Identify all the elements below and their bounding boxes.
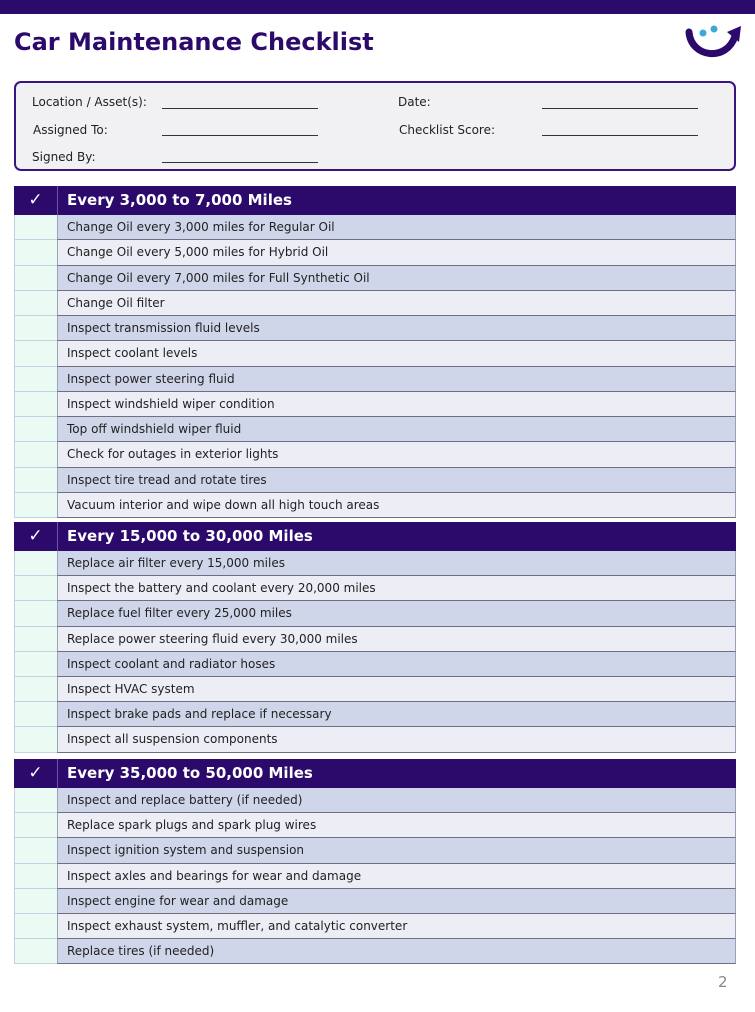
checklist-row (14, 702, 736, 727)
header-divider (57, 186, 58, 215)
checklist-row (14, 677, 736, 702)
checklist-item-text: Inspect tire tread and rotate tires (57, 468, 736, 493)
checkbox-cell[interactable] (14, 627, 57, 652)
checkbox-cell[interactable] (14, 442, 57, 467)
top-brand-bar (0, 0, 755, 14)
checklist-row (14, 727, 736, 752)
checklist-rows (14, 551, 736, 753)
checklist-item-text: Check for outages in exterior lights (57, 442, 736, 467)
checkbox-cell[interactable] (14, 493, 57, 518)
checklist-row (14, 367, 736, 392)
checklist-row (14, 442, 736, 467)
checklist-rows (14, 215, 736, 518)
checkbox-cell[interactable] (14, 291, 57, 316)
checklist-row (14, 838, 736, 863)
checklist-row (14, 551, 736, 576)
checklist-item-text: Change Oil every 3,000 miles for Regular Oil (57, 215, 736, 240)
checklist-item-text: Inspect ignition system and suspension (57, 838, 736, 863)
checkbox-cell[interactable] (14, 788, 57, 813)
checklist-item-text: Vacuum interior and wipe down all high touch areas (57, 493, 736, 518)
checkbox-cell[interactable] (14, 864, 57, 889)
checkbox-cell[interactable] (14, 417, 57, 442)
checklist-row (14, 417, 736, 442)
checklist-row (14, 914, 736, 939)
checklist-row (14, 576, 736, 601)
checklist-score-field[interactable] (542, 135, 698, 136)
location-label: Location / Asset(s): (32, 95, 147, 109)
checklist-row (14, 291, 736, 316)
checkbox-cell[interactable] (14, 652, 57, 677)
checkbox-cell[interactable] (14, 601, 57, 626)
date-label: Date: (398, 95, 431, 109)
checklist-row (14, 889, 736, 914)
checkbox-cell[interactable] (14, 392, 57, 417)
assigned-to-field[interactable] (162, 135, 318, 136)
checklist-item-text: Inspect engine for wear and damage (57, 889, 736, 914)
checklist-row (14, 601, 736, 626)
checkbox-cell[interactable] (14, 889, 57, 914)
checkmark-icon: ✓ (28, 190, 43, 210)
checklist-rows (14, 788, 736, 964)
location-field[interactable] (162, 108, 318, 109)
checkbox-cell[interactable] (14, 266, 57, 291)
checkbox-cell[interactable] (14, 727, 57, 752)
header-divider (57, 759, 58, 788)
checkbox-cell[interactable] (14, 316, 57, 341)
checklist-item-text: Replace tires (if needed) (57, 939, 736, 964)
section-header (14, 759, 736, 788)
checkbox-cell[interactable] (14, 240, 57, 265)
checklist-item-text: Inspect axles and bearings for wear and damage (57, 864, 736, 889)
checklist-row (14, 939, 736, 964)
checkbox-cell[interactable] (14, 939, 57, 964)
checklist-row (14, 627, 736, 652)
checklist-row (14, 864, 736, 889)
date-field[interactable] (542, 108, 698, 109)
checklist-item-text: Inspect all suspension components (57, 727, 736, 752)
checklist-item-text: Replace power steering fluid every 30,000 miles (57, 627, 736, 652)
checklist-item-text: Inspect power steering fluid (57, 367, 736, 392)
checklist-item-text: Replace fuel filter every 25,000 miles (57, 601, 736, 626)
checkbox-cell[interactable] (14, 677, 57, 702)
section-title: Every 35,000 to 50,000 Miles (67, 764, 313, 782)
checklist-item-text: Inspect HVAC system (57, 677, 736, 702)
checkbox-cell[interactable] (14, 702, 57, 727)
checkbox-cell[interactable] (14, 914, 57, 939)
checklist-row (14, 813, 736, 838)
checklist-item-text: Inspect and replace battery (if needed) (57, 788, 736, 813)
header-divider (57, 522, 58, 551)
checklist-item-text: Inspect brake pads and replace if necessary (57, 702, 736, 727)
checklist-item-text: Inspect coolant and radiator hoses (57, 652, 736, 677)
section-title: Every 15,000 to 30,000 Miles (67, 527, 313, 545)
checklist-row (14, 316, 736, 341)
checklist-row (14, 652, 736, 677)
checklist-item-text: Inspect transmission fluid levels (57, 316, 736, 341)
page-number: 2 (718, 973, 728, 991)
checklist-row (14, 788, 736, 813)
checklist-item-text: Inspect the battery and coolant every 20,000 miles (57, 576, 736, 601)
checklist-item-text: Inspect coolant levels (57, 341, 736, 366)
checkbox-cell[interactable] (14, 468, 57, 493)
checkbox-cell[interactable] (14, 341, 57, 366)
checkbox-cell[interactable] (14, 813, 57, 838)
checklist-row (14, 468, 736, 493)
checkmark-icon: ✓ (28, 763, 43, 783)
checkbox-cell[interactable] (14, 576, 57, 601)
checkbox-cell[interactable] (14, 215, 57, 240)
signed-by-field[interactable] (162, 162, 318, 163)
checkbox-cell[interactable] (14, 838, 57, 863)
smile-arrow-logo-icon (683, 22, 745, 62)
checklist-item-text: Replace air filter every 15,000 miles (57, 551, 736, 576)
assigned-to-label: Assigned To: (33, 123, 108, 137)
section-header (14, 522, 736, 551)
checkbox-cell[interactable] (14, 551, 57, 576)
signed-by-label: Signed By: (32, 150, 96, 164)
checklist-row (14, 341, 736, 366)
section-title: Every 3,000 to 7,000 Miles (67, 191, 292, 209)
checklist-row (14, 215, 736, 240)
checklist-item-text: Replace spark plugs and spark plug wires (57, 813, 736, 838)
checklist-row (14, 240, 736, 265)
checklist-item-text: Top off windshield wiper fluid (57, 417, 736, 442)
checklist-row (14, 392, 736, 417)
checklist-item-text: Change Oil filter (57, 291, 736, 316)
checklist-item-text: Change Oil every 7,000 miles for Full Synthetic Oil (57, 266, 736, 291)
checklist-item-text: Change Oil every 5,000 miles for Hybrid Oil (57, 240, 736, 265)
section-header (14, 186, 736, 215)
checklist-score-label: Checklist Score: (399, 123, 496, 137)
checklist-item-text: Inspect windshield wiper condition (57, 392, 736, 417)
checklist-info-panel (14, 81, 736, 171)
checkbox-cell[interactable] (14, 367, 57, 392)
page-title: Car Maintenance Checklist (14, 28, 374, 56)
checklist-row (14, 493, 736, 518)
checkmark-icon: ✓ (28, 526, 43, 546)
checklist-item-text: Inspect exhaust system, muffler, and catalytic converter (57, 914, 736, 939)
checklist-row (14, 266, 736, 291)
